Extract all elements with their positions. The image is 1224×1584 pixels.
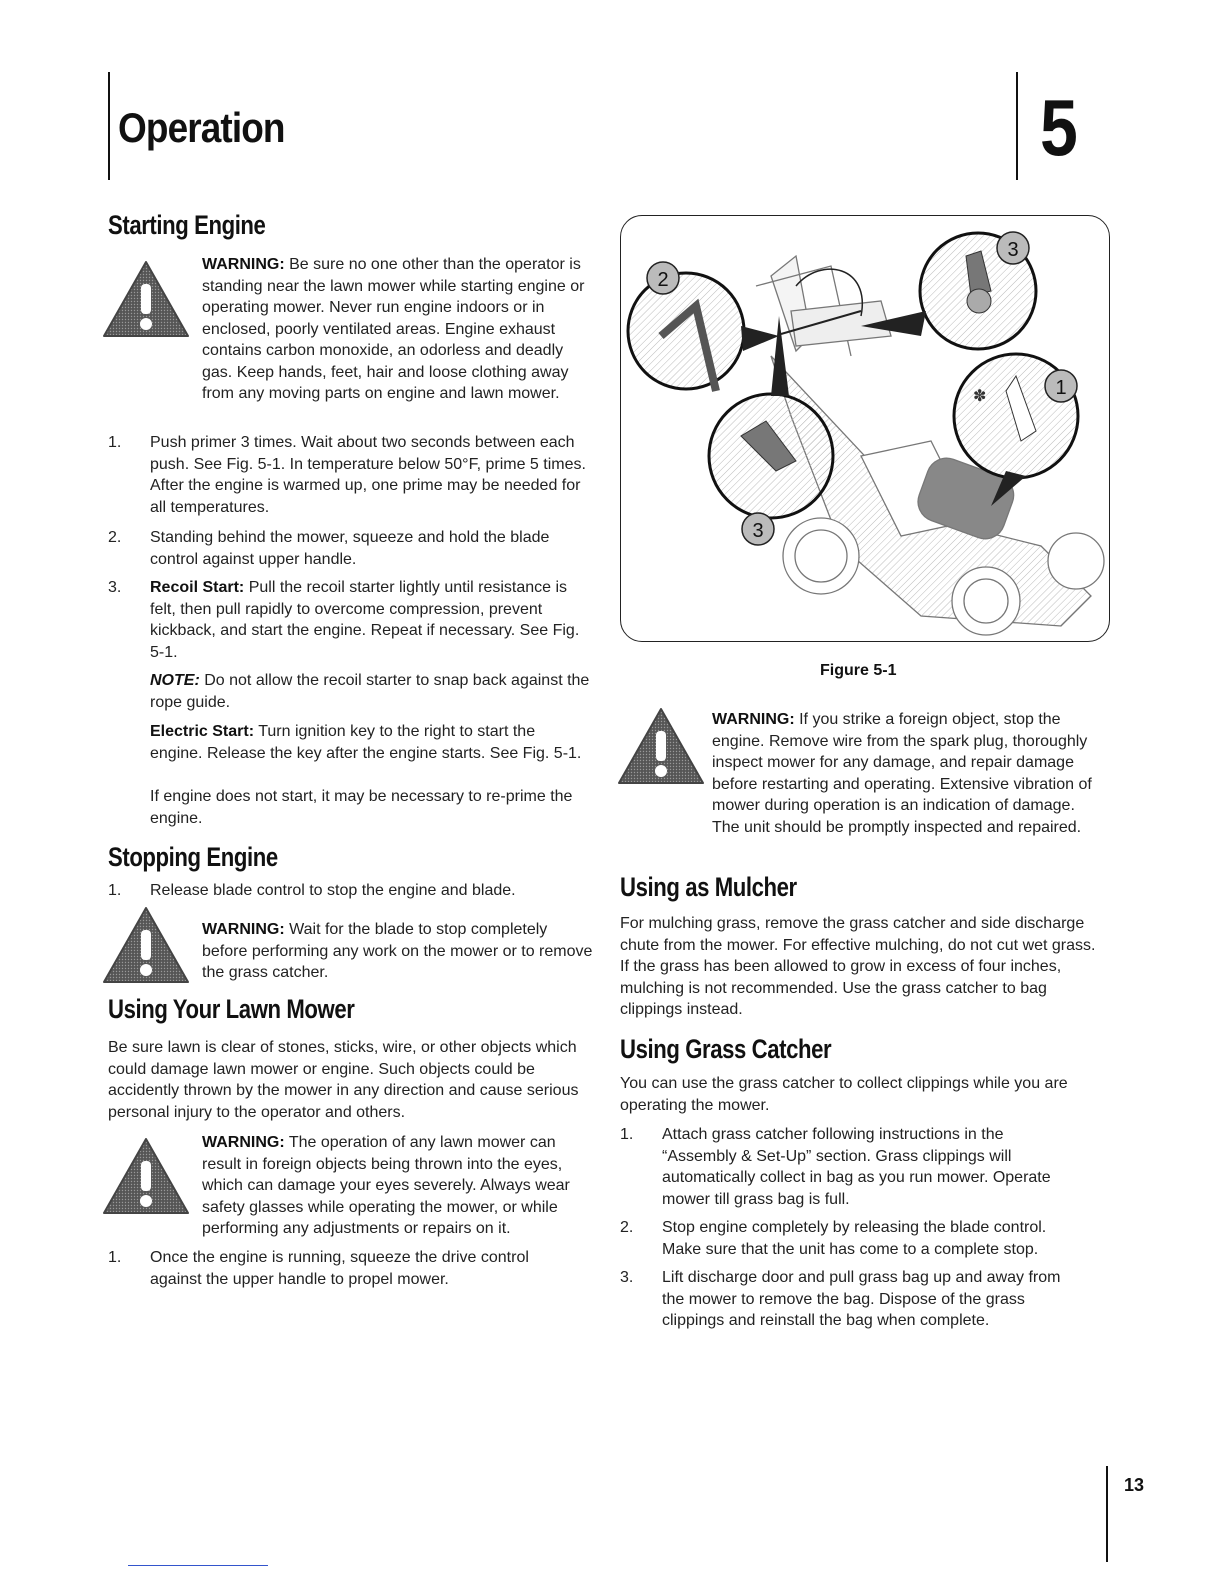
step-number: 3. bbox=[108, 579, 122, 596]
electric-start-paragraph bbox=[150, 721, 590, 764]
step-number: 2. bbox=[620, 1219, 634, 1236]
warning-triangle-icon bbox=[615, 705, 707, 787]
step-text bbox=[150, 577, 592, 663]
electric-start-text: Turn ignition key to the right to start the engine. Release the key after the engine starts. See Fig. 5-1. bbox=[150, 723, 582, 762]
warning-label: WARNING: bbox=[712, 711, 795, 728]
section-heading-stopping-engine: Stopping Engine bbox=[108, 842, 278, 872]
step-text: Release blade control to stop the engine and blade. bbox=[150, 882, 516, 899]
lawn-mower-intro: Be sure lawn is clear of stones, sticks, wire, or other objects which could damage lawn mower or engine. Such objects could be accidently thrown by the mower in any direction and cause serious personal injury to the operator and others. bbox=[108, 1039, 579, 1121]
footer-link-underline bbox=[128, 1565, 268, 1566]
callout-3-top: 3 bbox=[1007, 239, 1019, 261]
grass-catcher-intro: You can use the grass catcher to collect clippings while you are operating the mower. bbox=[620, 1075, 1068, 1114]
step-text: Lift discharge door and pull grass bag up and away from the mower to remove the bag. Dispose of the grass clippings and reinstall the bag when complete. bbox=[662, 1269, 1061, 1329]
step-text: Stop engine completely by releasing the blade control. Make sure that the unit has come to a complete stop. bbox=[662, 1219, 1047, 1258]
note-paragraph bbox=[150, 670, 590, 713]
warning-triangle-icon bbox=[100, 1135, 192, 1217]
note-text: Do not allow the recoil starter to snap back against the rope guide. bbox=[150, 672, 590, 711]
callout-3-bottom: 3 bbox=[752, 520, 764, 542]
electric-start-label: Electric Start: bbox=[150, 723, 255, 740]
reprime-paragraph: If engine does not start, it may be necessary to re-prime the engine. bbox=[150, 788, 573, 827]
warning-lawn-mower bbox=[202, 1132, 594, 1240]
step-text: Standing behind the mower, squeeze and hold the blade control against upper handle. bbox=[150, 529, 550, 568]
step-number: 1. bbox=[620, 1126, 634, 1143]
figure-caption: Figure 5-1 bbox=[820, 662, 897, 679]
warning-text: The operation of any lawn mower can result in foreign objects being thrown into the eyes, which can damage your eyes severely. Always wear safety glasses while operating the mower, or while performing any adjustments or repairs on it. bbox=[202, 1134, 570, 1237]
callout-1: 1 bbox=[1055, 377, 1067, 399]
step-number: 1. bbox=[108, 882, 122, 899]
step-number: 1. bbox=[108, 434, 122, 451]
warning-text: Be sure no one other than the operator is standing near the lawn mower while starting engine or operating mower. Never run engine indoors or in enclosed, poorly ventilated areas. Engine exhaust contains carbon monoxide, an odorless and deadly gas. Keep hands, feet, hair and loose clothing away from any moving parts on engine and lawn mower. bbox=[202, 256, 585, 402]
section-heading-mulcher: Using as Mulcher bbox=[620, 872, 797, 902]
recoil-start-text: Pull the recoil starter lightly until resistance is felt, then pull rapidly to overcome compression, prevent kickback, and start the engine. Repeat if necessary. See Fig. 5-1. bbox=[150, 579, 580, 661]
warning-text: Wait for the blade to stop completely before performing any work on the mower or to remove the grass catcher. bbox=[202, 921, 593, 981]
warning-label: WARNING: bbox=[202, 921, 285, 938]
warning-label: WARNING: bbox=[202, 256, 285, 273]
section-heading-using-lawn-mower: Using Your Lawn Mower bbox=[108, 994, 355, 1024]
recoil-start-label: Recoil Start: bbox=[150, 579, 245, 596]
step-number: 2. bbox=[108, 529, 122, 546]
figure-5-1 bbox=[620, 215, 1110, 642]
section-heading-grass-catcher: Using Grass Catcher bbox=[620, 1034, 832, 1064]
chapter-title: Operation bbox=[118, 104, 285, 151]
step-text: Attach grass catcher following instructions in the “Assembly & Set-Up” section. Grass clippings will automatically collect in bag as you run mower. Operate mower till grass bag is full. bbox=[662, 1126, 1051, 1208]
warning-starting-engine bbox=[202, 254, 594, 405]
warning-triangle-icon bbox=[100, 904, 192, 986]
step-number: 1. bbox=[108, 1249, 122, 1266]
header-right-rule bbox=[1016, 72, 1018, 180]
mulcher-paragraph: For mulching grass, remove the grass catcher and side discharge chute from the mower. For effective mulching, do not cut wet grass. If the grass has been allowed to grow in excess of four inches, mulching is not recommended. Use the grass catcher to bag clippings instead. bbox=[620, 915, 1096, 1018]
step-text: Push primer 3 times. Wait about two seconds between each push. See Fig. 5-1. In temperature below 50°F, prime 5 times. After the engine is warmed up, one prime may be needed for all temperatures. bbox=[150, 434, 586, 516]
warning-text: If you strike a foreign object, stop the engine. Remove wire from the spark plug, thoroughly inspect mower for any damage, and repair damage before restarting and operating. Extensive vibration of mower during operation is an indication of damage. The unit should be promptly inspected and repaired. bbox=[712, 711, 1092, 836]
warning-stopping-engine bbox=[202, 919, 594, 984]
header-left-rule bbox=[108, 72, 110, 180]
warning-label: WARNING: bbox=[202, 1134, 285, 1151]
section-heading-starting-engine: Starting Engine bbox=[108, 210, 266, 240]
note-label: NOTE: bbox=[150, 672, 200, 689]
warning-triangle-icon bbox=[100, 258, 192, 340]
page-number: 13 bbox=[1124, 1475, 1145, 1495]
step-text: Once the engine is running, squeeze the drive control against the upper handle to propel mower. bbox=[150, 1249, 529, 1288]
chapter-number: 5 bbox=[1040, 83, 1078, 172]
warning-foreign-object bbox=[712, 709, 1102, 838]
svg-text:✽: ✽ bbox=[973, 388, 987, 405]
lawn-mower-illustration bbox=[621, 216, 1109, 641]
callout-2: 2 bbox=[657, 269, 669, 291]
footer-rule bbox=[1106, 1466, 1108, 1562]
step-number: 3. bbox=[620, 1269, 634, 1286]
